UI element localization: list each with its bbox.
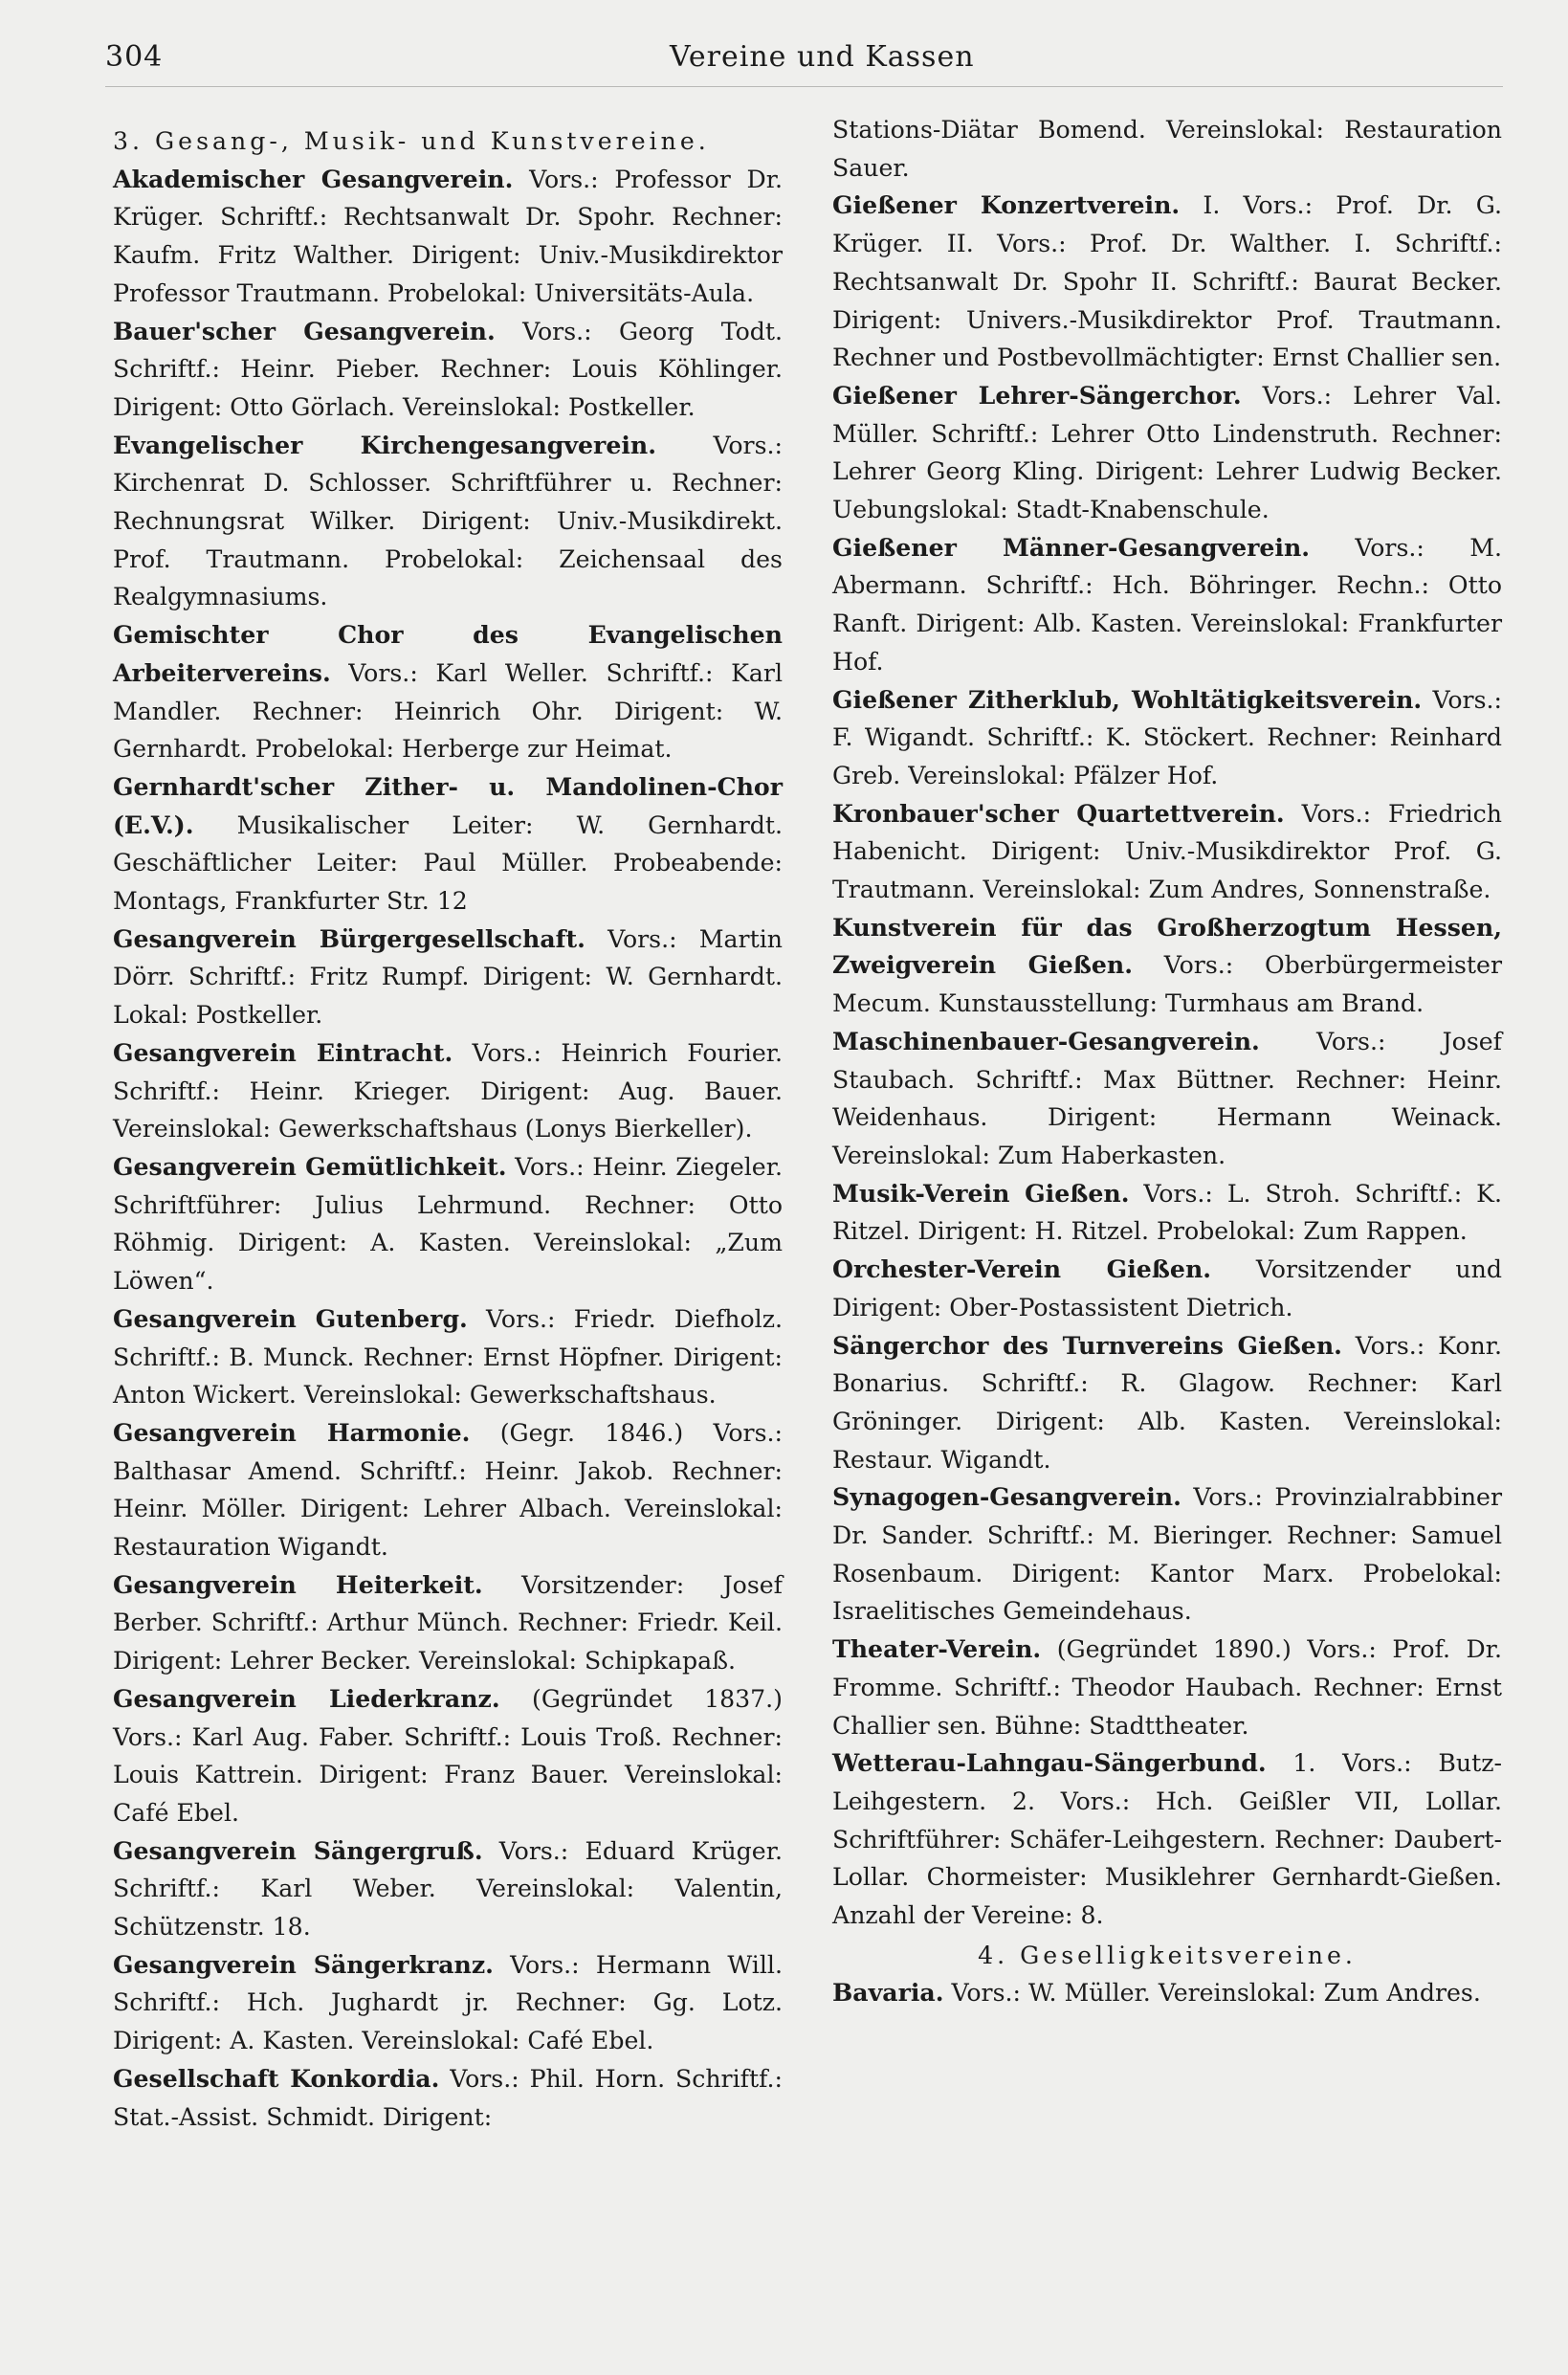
directory-entry <box>832 681 1502 795</box>
directory-entry <box>832 1023 1502 1175</box>
entry-details: Vors.: Heinr. Ziegeler. Schriftführer: Julius Lehrmund. Rechner: Otto Röhmig. Dirigent: A. Kasten. Vereinslokal: „Zum Löwen“. <box>113 1152 783 1296</box>
entry-details: 1. Vors.: Butz-Leihgestern. 2. Vors.: Hch. Geißler VII, Lollar. Schriftführer: Schäfer-Leihgestern. Rechner: Daubert-Lollar. Chormeister: Musiklehrer Gernhardt-Gießen. Anzahl der Vereine: 8. <box>832 1749 1502 1930</box>
entry-name: Gernhardt'scher Zither- u. Mandolinen-Chor (E.V.). <box>113 771 783 839</box>
directory-entry <box>113 1832 783 1946</box>
entry-details: Musikalischer Leiter: W. Gernhardt. Geschäftlicher Leiter: Paul Müller. Probeabende: Montags, Frankfurter Str. 12 <box>113 810 783 916</box>
directory-entry <box>832 529 1502 681</box>
entry-name: Gesellschaft Konkordia. <box>113 2063 440 2093</box>
entry-details: Vors.: Konr. Bonarius. Schriftf.: R. Glagow. Rechner: Karl Gröninger. Dirigent: Alb. Kasten. Vereinslokal: Restaur. Wigandt. <box>832 1331 1502 1474</box>
entry-name: Gießener Konzertverein. <box>832 190 1181 220</box>
entry-details: Vors.: Oberbürgermeister Mecum. Kunstausstellung: Turmhaus am Brand. <box>832 951 1502 1018</box>
entry-details: Vors.: Friedrich Habenicht. Dirigent: Univ.-Musikdirektor Prof. G. Trautmann. Vereinslokal: Zum Andres, Sonnenstraße. <box>832 799 1502 904</box>
entry-name: Gesangverein Harmonie. <box>113 1417 471 1447</box>
entry-name: Bauer'scher Gesangverein. <box>113 316 496 345</box>
entry-name: Kunstverein für das Großherzogtum Hessen, Zweigverein Gießen. <box>832 912 1502 980</box>
entry-details: (Gegr. 1846.) Vors.: Balthasar Amend. Schriftf.: Heinr. Jakob. Rechner: Heinr. Möller. Dirigent: Lehrer Albach. Vereinslokal: Restauration Wigandt. <box>113 1418 783 1562</box>
entry-details: Vors.: M. Abermann. Schriftf.: Hch. Böhringer. Rechn.: Otto Ranft. Dirigent: Alb. Kasten. Vereinslokal: Frankfurter Hof. <box>832 533 1502 676</box>
right-entries <box>832 187 1502 1934</box>
directory-entry <box>832 1478 1502 1631</box>
entry-details: Vors.: Professor Dr. Krüger. Schriftf.: Rechtsanwalt Dr. Spohr. Rechner: Kaufm. Fritz Walther. Dirigent: Univ.-Musikdirektor Professor Trautmann. Probelokal: Universitäts-Aula. <box>113 165 783 307</box>
continuation-text: Stations-Diätar Bomend. Vereinslokal: Restauration Sauer. <box>832 116 1502 182</box>
entry-details: Vors.: F. Wigandt. Schriftf.: K. Stöckert. Rechner: Reinhard Greb. Vereinslokal: Pfälzer Hof. <box>832 685 1503 789</box>
entry-name: Gesangverein Sängergruß. <box>113 1835 483 1865</box>
directory-entry <box>113 1414 783 1566</box>
entry-name: Sängerchor des Turnvereins Gießen. <box>832 1330 1342 1360</box>
entry-details: (Gegründet 1837.) Vors.: Karl Aug. Faber. Schriftf.: Louis Troß. Rechner: Louis Kattrein. Dirigent: Franz Bauer. Vereinslokal: Café Ebel. <box>113 1684 784 1827</box>
entry-details: Vors.: W. Müller. Vereinslokal: Zum Andres. <box>943 1979 1481 2008</box>
right-entries-social <box>832 1974 1502 2012</box>
directory-entry <box>113 313 783 427</box>
directory-entry <box>113 2060 783 2136</box>
entry-name: Akademischer Gesangverein. <box>113 164 514 193</box>
directory-entry <box>113 427 783 617</box>
entry-details: Vors.: L. Stroh. Schriftf.: K. Ritzel. Dirigent: H. Ritzel. Probelokal: Zum Rappen. <box>832 1179 1503 1246</box>
directory-entry <box>832 1631 1502 1744</box>
entry-name: Evangelischer Kirchengesangverein. <box>113 430 656 459</box>
header-rule <box>105 86 1503 87</box>
directory-entry <box>832 909 1502 1023</box>
entry-details: Vorsitzender und Dirigent: Ober-Postassistent Dietrich. <box>832 1255 1502 1321</box>
directory-entry <box>113 1148 783 1300</box>
directory-entry <box>113 768 783 921</box>
entry-details: Vorsitzender: Josef Berber. Schriftf.: Arthur Münch. Rechner: Friedr. Keil. Dirigent: Lehrer Becker. Vereinslokal: Schipkapaß. <box>113 1570 783 1676</box>
entry-details: Vors.: Friedr. Diefholz. Schriftf.: B. Munck. Rechner: Ernst Höpfner. Dirigent: Anton Wickert. Vereinslokal: Gewerkschaftshaus. <box>113 1304 783 1409</box>
running-title: Vereine und Kassen <box>670 40 975 74</box>
directory-entry <box>832 795 1502 909</box>
directory-entry <box>832 1974 1502 2012</box>
entry-name: Gesangverein Gutenberg. <box>113 1303 468 1333</box>
entry-details: Vors.: Josef Staubach. Schriftf.: Max Büttner. Rechner: Heinr. Weidenhaus. Dirigent: Hermann Weinack. Vereinslokal: Zum Haberkasten. <box>832 1027 1502 1169</box>
entry-name: Gießener Zitherklub, Wohltätigkeitsverein. <box>832 684 1423 714</box>
directory-entry <box>113 1680 783 1832</box>
directory-entry <box>113 1566 783 1680</box>
entry-name: Gemischter Chor des Evangelischen Arbeitervereins. <box>113 620 783 687</box>
directory-entry <box>832 1744 1502 1935</box>
directory-entry <box>832 1327 1502 1479</box>
entry-name: Wetterau-Lahngau-Sängerbund. <box>832 1748 1267 1778</box>
entry-details: (Gegründet 1890.) Vors.: Prof. Dr. Fromme. Schriftf.: Theodor Haubach. Rechner: Ernst Challier sen. Bühne: Stadttheater. <box>832 1635 1502 1740</box>
entry-details: Vors.: Kirchenrat D. Schlosser. Schriftführer u. Rechner: Rechnungsrat Wilker. Dirigent: Univ.-Musikdirekt. Prof. Trautmann. Probelokal: Zeichensaal des Realgymnasiums. <box>113 431 783 611</box>
entry-name: Theater-Verein. <box>832 1634 1042 1664</box>
directory-entry <box>113 1300 783 1414</box>
section-title-social: 4. Geselligkeitsvereine. <box>978 1941 1357 1969</box>
section-title-music: 3. Gesang-, Musik- und Kunstvereine. <box>113 127 710 155</box>
entry-details: Vors.: Karl Weller. Schriftf.: Karl Mandler. Rechner: Heinrich Ohr. Dirigent: W. Gernhardt. Probelokal: Herberge zur Heimat. <box>113 658 783 764</box>
entry-details: Vors.: Eduard Krüger. Schriftf.: Karl Weber. Vereinslokal: Valentin, Schützenstr. 18. <box>113 1836 783 1942</box>
entry-name: Maschinenbauer-Gesangverein. <box>832 1026 1260 1055</box>
right-column <box>832 111 1502 2012</box>
entry-name: Gießener Lehrer-Sängerchor. <box>832 380 1242 410</box>
directory-entry <box>113 1946 783 2060</box>
directory-entry <box>832 377 1502 529</box>
entry-name: Gesangverein Sängerkranz. <box>113 1949 494 1979</box>
directory-entry <box>832 1251 1502 1326</box>
left-entries <box>113 161 783 2137</box>
entry-name: Gesangverein Liederkranz. <box>113 1683 500 1713</box>
directory-entry <box>832 187 1502 377</box>
entry-name: Gesangverein Heiterkeit. <box>113 1569 483 1599</box>
left-column <box>113 122 783 2136</box>
entry-name: Gießener Männer-Gesangverein. <box>832 532 1311 562</box>
entry-details: Vors.: Phil. Horn. Schriftf.: Stat.-Assist. Schmidt. Dirigent: <box>113 2064 783 2131</box>
page-header <box>0 0 1568 88</box>
entry-details: I. Vors.: Prof. Dr. G. Krüger. II. Vors.: Prof. Dr. Walther. I. Schriftf.: Rechtsanwalt Dr. Spohr II. Schriftf.: Baurat Becker. Dirigent: Univers.-Musikdirektor Prof. Trautmann. Rechner und Postbevollmächtigter: Ernst Challier sen. <box>832 191 1502 372</box>
entry-details: Vors.: Lehrer Val. Müller. Schriftf.: Lehrer Otto Lindenstruth. Rechner: Lehrer Georg Kling. Dirigent: Lehrer Ludwig Becker. Uebungslokal: Stadt-Knabenschule. <box>832 381 1502 524</box>
directory-entry <box>113 161 783 313</box>
entry-details: Vors.: Heinrich Fourier. Schriftf.: Heinr. Krieger. Dirigent: Aug. Bauer. Vereinslokal: Gewerkschaftshaus (Lonys Bierkeller). <box>113 1038 784 1143</box>
directory-entry <box>832 1175 1502 1251</box>
entry-name: Gesangverein Gemütlichkeit. <box>113 1151 507 1181</box>
entry-details: Vors.: Provinzialrabbiner Dr. Sander. Schriftf.: M. Bieringer. Rechner: Samuel Rosenbaum. Dirigent: Kantor Marx. Probelokal: Israelitisches Gemeindehaus. <box>832 1483 1502 1626</box>
entry-name: Kronbauer'scher Quartettverein. <box>832 798 1285 828</box>
entry-details: Vors.: Martin Dörr. Schriftf.: Fritz Rumpf. Dirigent: W. Gernhardt. Lokal: Postkeller. <box>113 924 783 1030</box>
page-number: 304 <box>105 40 164 74</box>
directory-entry <box>113 616 783 768</box>
entry-name: Synagogen-Gesangverein. <box>832 1482 1182 1512</box>
directory-entry <box>113 921 783 1034</box>
entry-name: Orchester-Verein Gießen. <box>832 1254 1212 1284</box>
entry-details: Vors.: Georg Todt. Schriftf.: Heinr. Pieber. Rechner: Louis Köhlinger. Dirigent: Otto Görlach. Vereinslokal: Postkeller. <box>113 317 783 421</box>
entry-name: Bavaria. <box>832 1978 944 2008</box>
entry-name: Gesangverein Eintracht. <box>113 1037 453 1067</box>
entry-name: Musik-Verein Gießen. <box>832 1178 1130 1208</box>
directory-entry <box>113 1034 783 1148</box>
entry-details: Vors.: Hermann Will. Schriftf.: Hch. Jughardt jr. Rechner: Gg. Lotz. Dirigent: A. Kasten. Vereinslokal: Café Ebel. <box>113 1950 783 2055</box>
entry-name: Gesangverein Bürgergesellschaft. <box>113 923 585 953</box>
